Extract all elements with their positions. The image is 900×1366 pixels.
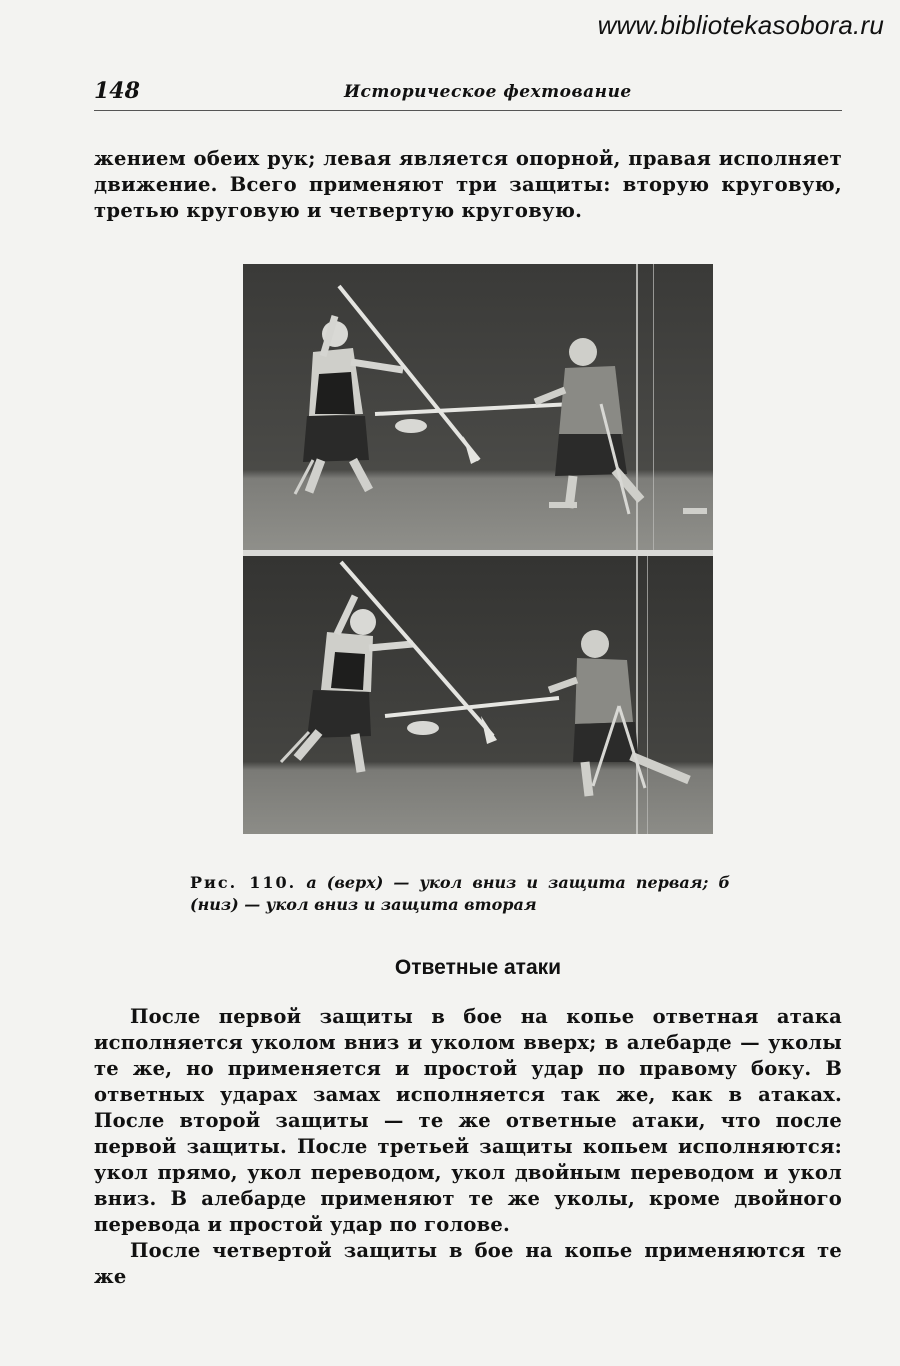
watermark: www.bibliotekasobora.ru — [597, 10, 884, 40]
figure-caption — [190, 872, 730, 916]
caption-label: Рис. 110. — [190, 873, 297, 892]
running-title: Историческое фехтование — [344, 82, 632, 102]
body-text — [94, 1004, 842, 1290]
page-number: 148 — [94, 78, 140, 104]
paragraph: После четвертой защиты в бое на копье применяются те же — [94, 1239, 842, 1288]
page-header — [94, 74, 842, 111]
paragraph: После первой защиты в бое на копье ответная атака исполняется уколом вниз и уколом вверх; в алебарде — уколы те же, но применяется и простой удар по правому боку. В ответных ударах замах исполняется так же, как в атаках. После второй защиты — те же ответные атаки, что после первой защиты. После третьей защиты копьем исполняются: укол прямо, укол переводом, укол двойным переводом и укол вниз. В алебарде применяют те же уколы, кроме двойного перевода и простой удар по голове. — [94, 1005, 842, 1236]
caption-text: а (верх) — укол вниз и защита первая; б (низ) — укол вниз и защита вторая — [190, 873, 731, 914]
photo-b-illustration — [243, 556, 713, 834]
photo-a-illustration — [243, 264, 713, 550]
section-heading: Ответные атаки — [394, 956, 562, 979]
intro-paragraph: жением обеих рук; левая является опорной, правая исполняет движение. Всего применяют три защиты: вторую круговую, третью круговую и четвертую круговую. — [94, 147, 842, 222]
figure-110 — [243, 264, 713, 834]
photo-b-bottom — [243, 556, 713, 834]
photo-a-top — [243, 264, 713, 550]
